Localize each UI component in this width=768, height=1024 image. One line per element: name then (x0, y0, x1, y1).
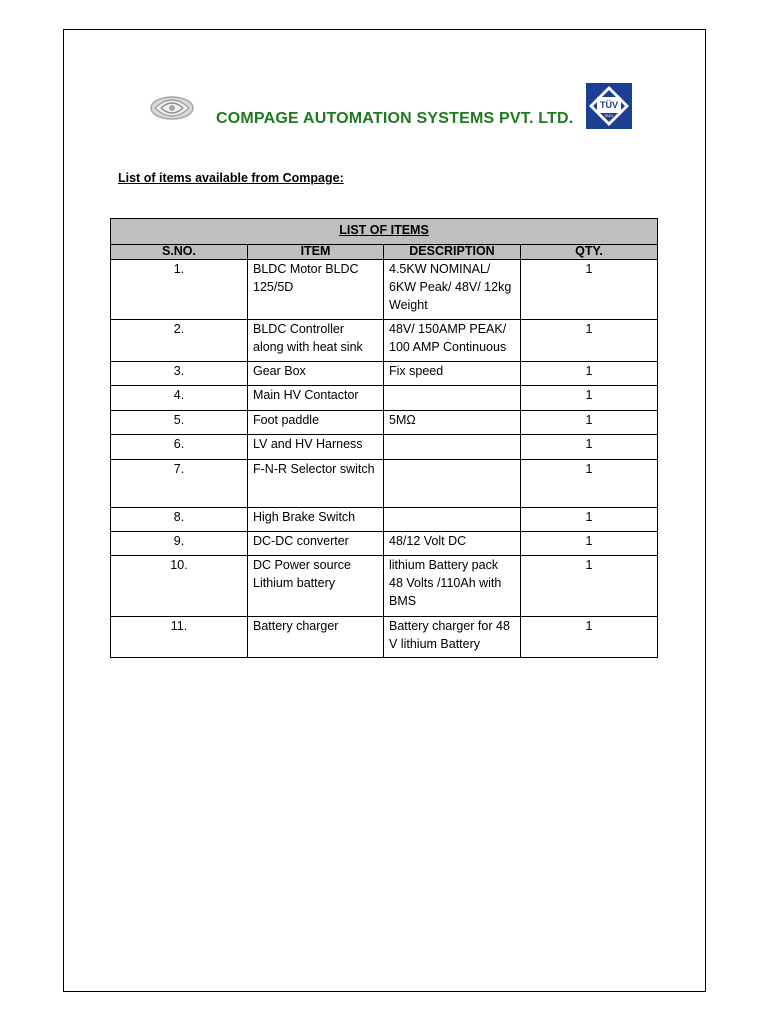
tuv-certification-logo (586, 83, 632, 129)
cell-sno: 6. (111, 435, 248, 460)
intro-heading: List of items available from Compage: (118, 171, 344, 185)
cell-sno: 10. (111, 556, 248, 617)
cell-item: Battery charger (248, 617, 384, 658)
cell-qty: 1 (521, 532, 658, 556)
company-logo-icon (149, 94, 195, 122)
cell-sno: 7. (111, 460, 248, 508)
tuv-logo-subtext: SÜD (604, 113, 614, 118)
cell-description: 48/12 Volt DC (384, 532, 521, 556)
table-row (111, 556, 658, 617)
cell-item: High Brake Switch (248, 508, 384, 532)
table-row (111, 411, 658, 435)
cell-description: Battery charger for 48 V lithium Battery (384, 617, 521, 658)
company-name: COMPAGE AUTOMATION SYSTEMS PVT. LTD. (216, 110, 574, 127)
table-row (111, 320, 658, 362)
cell-item: BLDC Motor BLDC 125/5D (248, 260, 384, 320)
cell-item: Gear Box (248, 362, 384, 386)
cell-sno: 4. (111, 386, 248, 411)
cell-sno: 9. (111, 532, 248, 556)
column-header-item: ITEM (248, 245, 384, 260)
cell-item: Foot paddle (248, 411, 384, 435)
cell-qty: 1 (521, 508, 658, 532)
table-row (111, 508, 658, 532)
cell-sno: 1. (111, 260, 248, 320)
table-row (111, 386, 658, 411)
cell-description (384, 460, 521, 508)
cell-item: Main HV Contactor (248, 386, 384, 411)
cell-qty: 1 (521, 362, 658, 386)
table-row (111, 617, 658, 658)
cell-item: F-N-R Selector switch (248, 460, 384, 508)
table-row (111, 460, 658, 508)
cell-description (384, 435, 521, 460)
cell-qty: 1 (521, 386, 658, 411)
cell-description (384, 508, 521, 532)
cell-description: 48V/ 150AMP PEAK/ 100 AMP Continuous (384, 320, 521, 362)
column-header-sno: S.NO. (111, 245, 248, 260)
cell-description: Fix speed (384, 362, 521, 386)
cell-description: lithium Battery pack 48 Volts /110Ah with BMS (384, 556, 521, 617)
table-header-row (111, 245, 658, 260)
cell-qty: 1 (521, 556, 658, 617)
cell-qty: 1 (521, 435, 658, 460)
cell-item: BLDC Controller along with heat sink (248, 320, 384, 362)
cell-sno: 5. (111, 411, 248, 435)
cell-description: 4.5KW NOMINAL/ 6KW Peak/ 48V/ 12kg Weight (384, 260, 521, 320)
cell-qty: 1 (521, 260, 658, 320)
cell-sno: 8. (111, 508, 248, 532)
items-table (110, 218, 658, 658)
cell-item: DC Power source Lithium battery (248, 556, 384, 617)
column-header-description: DESCRIPTION (384, 245, 521, 260)
table-row (111, 435, 658, 460)
table-title: LIST OF ITEMS (111, 219, 658, 245)
column-header-qty: QTY. (521, 245, 658, 260)
table-row (111, 532, 658, 556)
cell-item: DC-DC converter (248, 532, 384, 556)
cell-qty: 1 (521, 320, 658, 362)
table-row (111, 260, 658, 320)
cell-sno: 3. (111, 362, 248, 386)
cell-qty: 1 (521, 617, 658, 658)
cell-qty: 1 (521, 460, 658, 508)
table-row (111, 362, 658, 386)
cell-description (384, 386, 521, 411)
cell-item: LV and HV Harness (248, 435, 384, 460)
cell-sno: 2. (111, 320, 248, 362)
cell-description: 5MΩ (384, 411, 521, 435)
cell-qty: 1 (521, 411, 658, 435)
table-title-row (111, 219, 658, 245)
cell-sno: 11. (111, 617, 248, 658)
tuv-logo-text: TÜV (600, 100, 618, 110)
